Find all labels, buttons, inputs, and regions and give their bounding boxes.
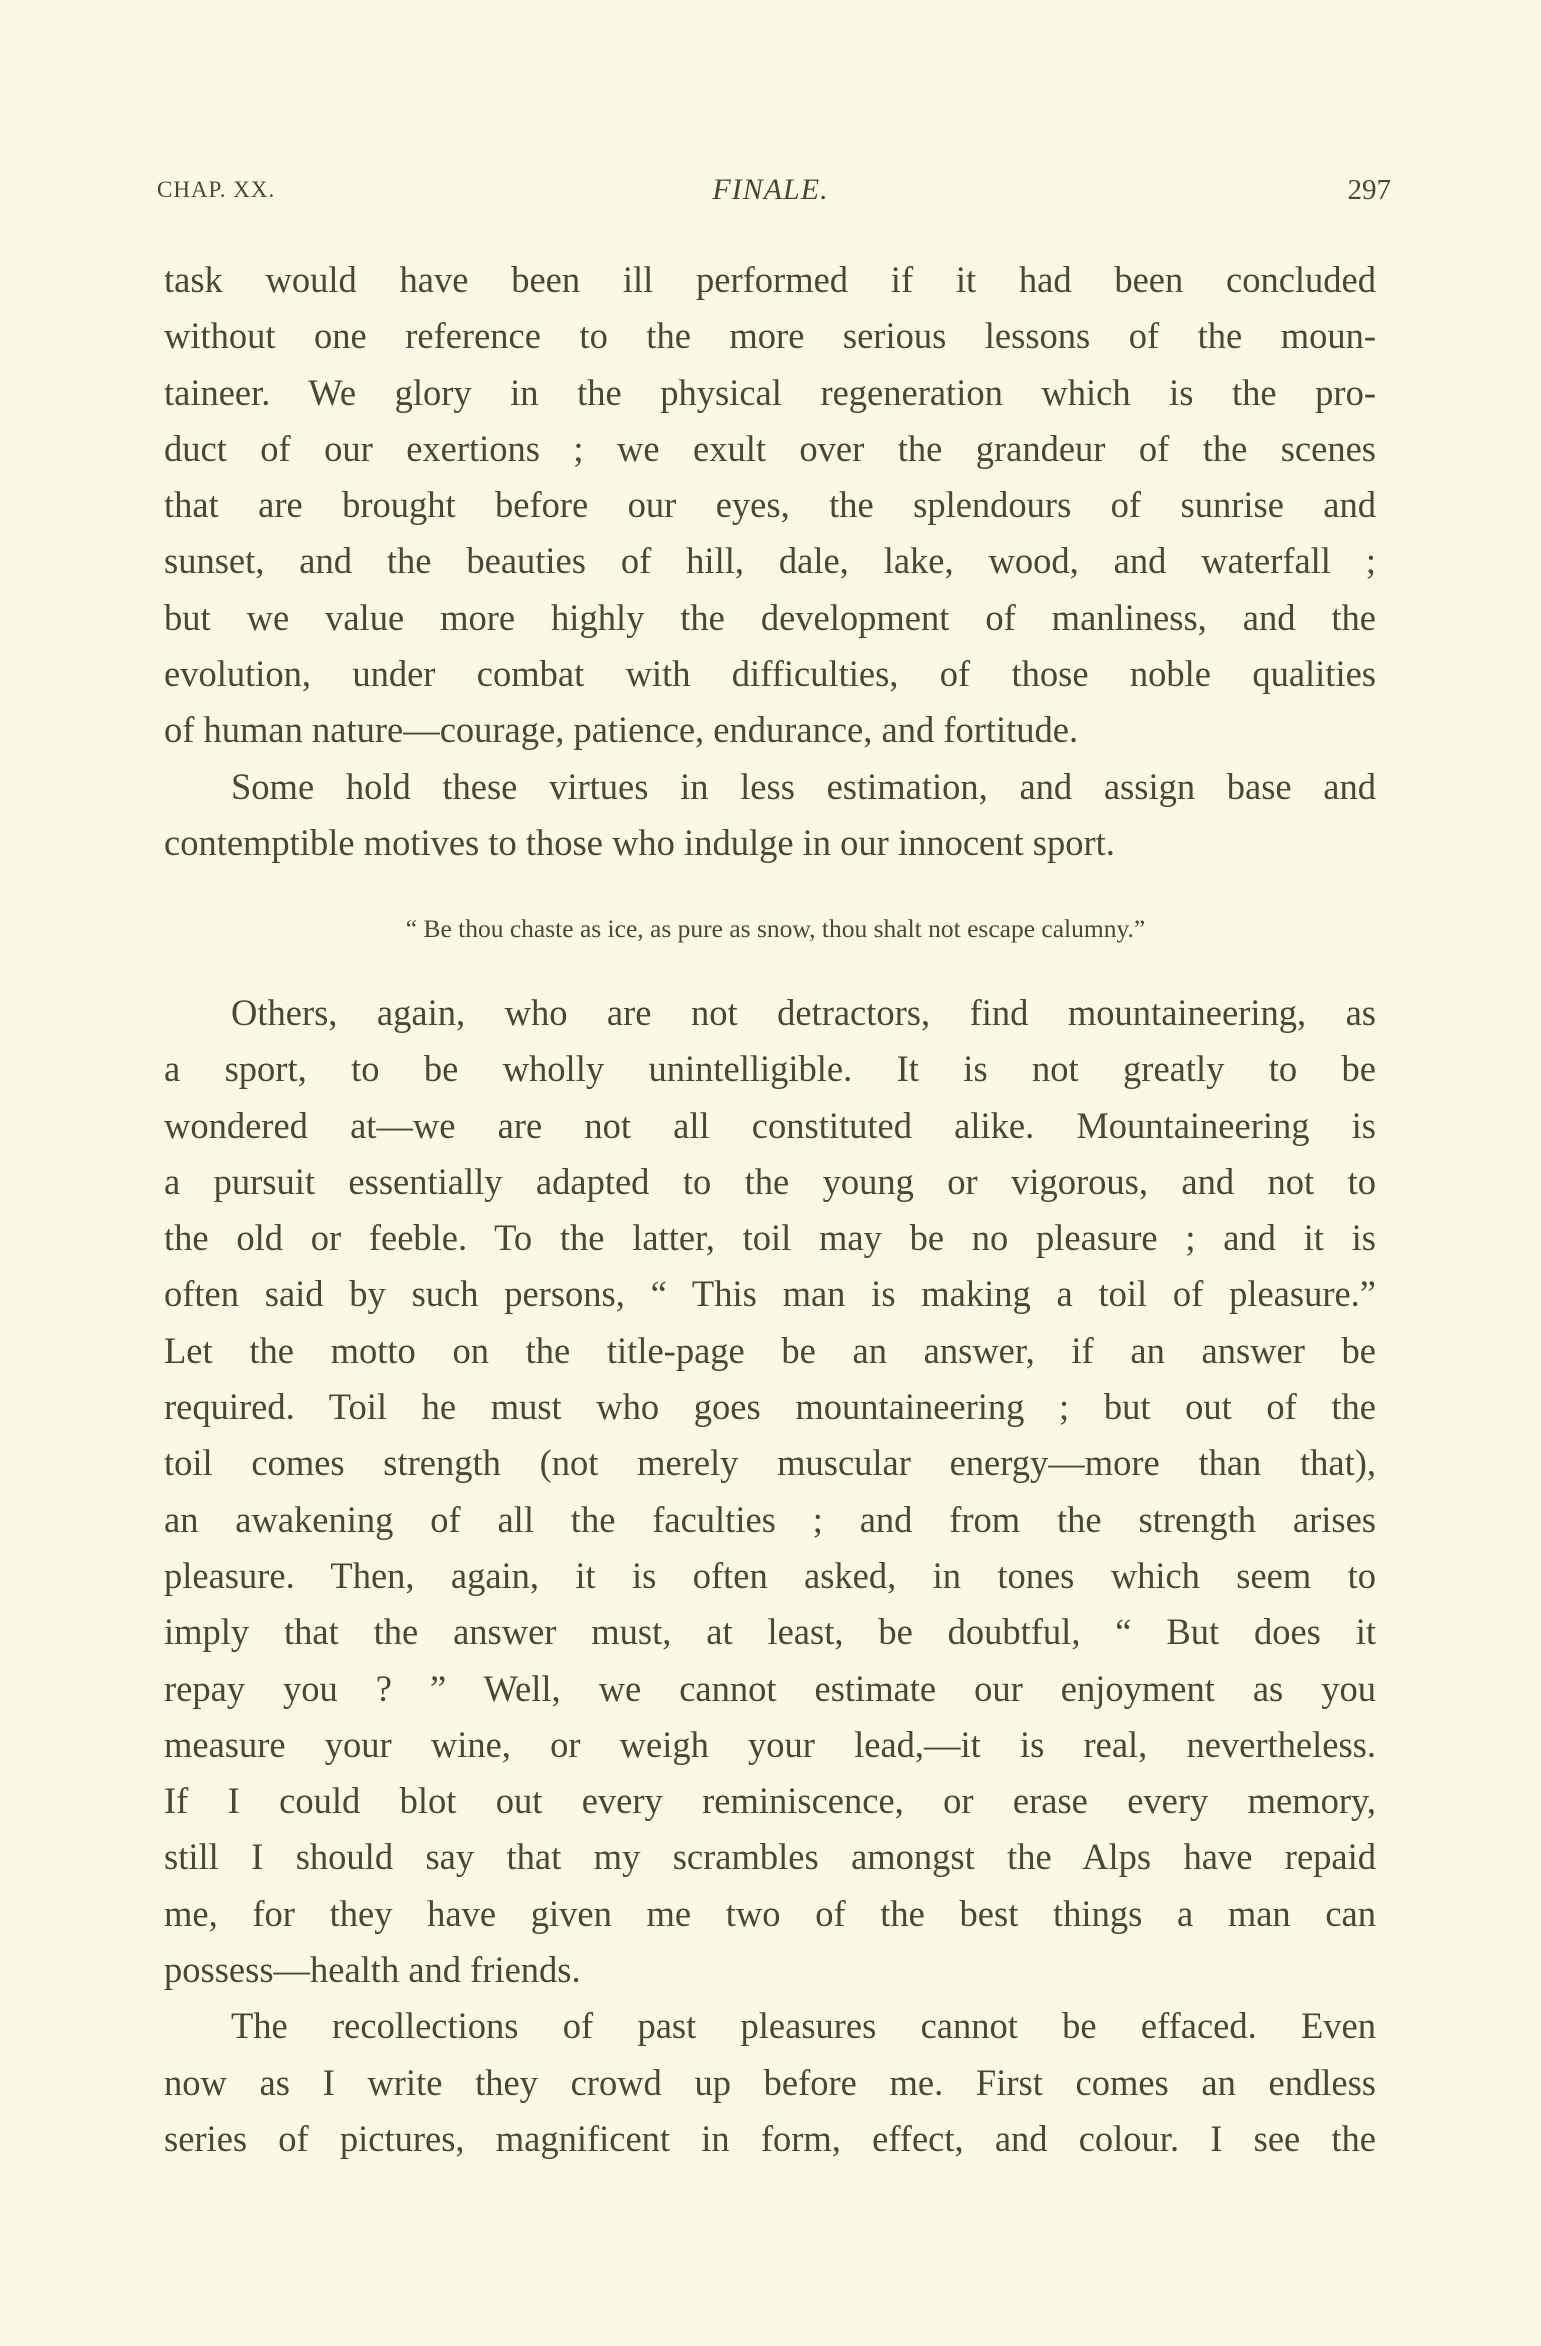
body-text-top bbox=[164, 252, 1376, 871]
text-line: Some hold these virtues in less estimation, and assign base and bbox=[231, 765, 1376, 807]
text-line: The recollections of past pleasures cannot be effaced. Even bbox=[231, 2005, 1376, 2047]
text-line: repay you ? ” Well, we cannot estimate our enjoyment as you bbox=[164, 1667, 1376, 1709]
text-line: without one reference to the more serious lessons of the moun- bbox=[164, 315, 1376, 357]
text-line: now as I write they crowd up before me. First comes an endless bbox=[164, 2061, 1376, 2103]
text-line: imply that the answer must, at least, be doubtful, “ But does it bbox=[164, 1611, 1376, 1653]
text-line: Let the motto on the title-page be an answer, if an answer be bbox=[164, 1329, 1376, 1371]
text-line: often said by such persons, “ This man is making a toil of pleasure.” bbox=[164, 1273, 1376, 1315]
text-line: me, for they have given me two of the best things a man can bbox=[164, 1892, 1376, 1934]
text-line: wondered at—we are not all constituted alike. Mountaineering is bbox=[164, 1104, 1376, 1146]
text-line: but we value more highly the development of manliness, and the bbox=[164, 596, 1376, 638]
text-line: sunset, and the beauties of hill, dale, lake, wood, and waterfall ; bbox=[164, 540, 1376, 582]
text-line: pleasure. Then, again, it is often asked, in tones which seem to bbox=[164, 1554, 1376, 1596]
text-line: toil comes strength (not merely muscular energy—more than that), bbox=[164, 1442, 1376, 1484]
text-line: series of pictures, magnificent in form, effect, and colour. I see the bbox=[164, 2117, 1376, 2159]
text-line: duct of our exertions ; we exult over the grandeur of the scenes bbox=[164, 427, 1376, 469]
text-line: that are brought before our eyes, the splendours of sunrise and bbox=[164, 484, 1376, 526]
block-quote: “ Be thou chaste as ice, as pure as snow, thou shalt not escape calumny.” bbox=[405, 914, 1146, 943]
text-line: measure your wine, or weigh your lead,—it is real, nevertheless. bbox=[164, 1723, 1376, 1765]
running-head-chapter: CHAP. XX. bbox=[157, 177, 276, 202]
text-line: the old or feeble. To the latter, toil may be no pleasure ; and it is bbox=[164, 1217, 1376, 1259]
text-line: a sport, to be wholly unintelligible. It is not greatly to be bbox=[164, 1048, 1376, 1090]
page-number: 297 bbox=[1347, 174, 1391, 206]
text-line: taineer. We glory in the physical regeneration which is the pro- bbox=[164, 371, 1376, 413]
text-line: contemptible motives to those who indulge in our innocent sport. bbox=[164, 821, 1115, 863]
text-line: possess—health and friends. bbox=[164, 1949, 581, 1991]
body-text-bottom bbox=[164, 985, 1376, 2167]
text-line: evolution, under combat with difficulties, of those noble qualities bbox=[164, 653, 1376, 695]
text-line: required. Toil he must who goes mountaineering ; but out of the bbox=[164, 1386, 1376, 1428]
text-line: still I should say that my scrambles amongst the Alps have repaid bbox=[164, 1836, 1376, 1878]
text-line: Others, again, who are not detractors, find mountaineering, as bbox=[231, 992, 1376, 1033]
text-line: of human nature—courage, patience, endurance, and fortitude. bbox=[164, 709, 1079, 751]
text-line: an awakening of all the faculties ; and from the strength arises bbox=[164, 1498, 1376, 1540]
running-head-title: FINALE. bbox=[712, 173, 829, 206]
text-line: If I could blot out every reminiscence, or erase every memory, bbox=[164, 1780, 1376, 1822]
text-line: a pursuit essentially adapted to the young or vigorous, and not to bbox=[164, 1160, 1376, 1202]
text-line: task would have been ill performed if it had been concluded bbox=[164, 259, 1376, 300]
